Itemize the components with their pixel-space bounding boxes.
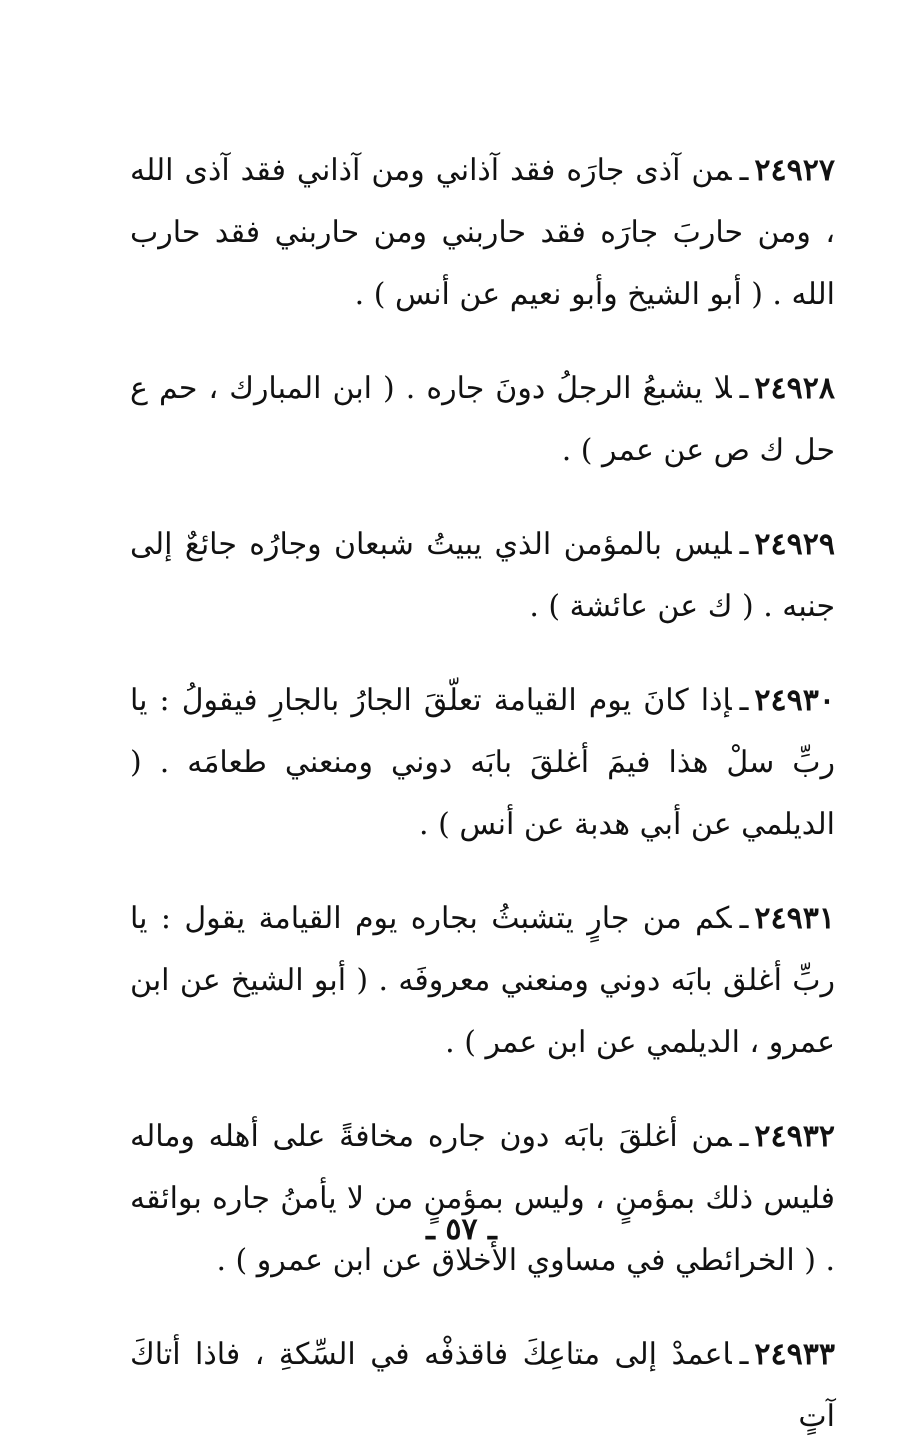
hadith-number: ٢٤٩٣١ [754, 901, 835, 936]
page-number: ـ ٥٧ ـ [426, 1212, 497, 1247]
hadith-entry [130, 1324, 835, 1448]
dash-separator: ـ [739, 153, 749, 188]
hadith-number: ٢٤٩٣٢ [754, 1119, 835, 1154]
hadith-entry [130, 358, 835, 482]
hadith-text: إذا كانَ يوم القيامة تعلّقَ الجارُ بالجارِ فيقولُ : يا ربِّ سلْ هذا فيمَ أغلقَ بابَه دوني ومنعني طعامَه . ( الديلمي عن أبي هدبة عن أنس ) . [130, 683, 835, 842]
hadith-list [130, 140, 835, 1448]
hadith-entry [130, 514, 835, 638]
hadith-text: لا يشبعُ الرجلُ دونَ جاره . ( ابن المبارك ، حم ع حل ك ص عن عمر ) . [130, 371, 835, 468]
hadith-entry [130, 1106, 835, 1292]
hadith-entry [130, 670, 835, 856]
hadith-text: من أغلقَ بابَه دون جاره مخافةً على أهله وماله فليس ذلك بمؤمنٍ ، وليس بمؤمنٍ من لا يأمنُ جاره بوائقه . ( الخرائطي في مساوي الأخلاق عن ابن عمرو ) . [130, 1119, 835, 1278]
dash-separator: ـ [739, 683, 749, 718]
hadith-number: ٢٤٩٢٧ [754, 153, 835, 188]
hadith-text: ليس بالمؤمن الذي يبيتُ شبعان وجارُه جائعٌ إلى جنبه . ( ك عن عائشة ) . [130, 527, 835, 624]
hadith-number: ٢٤٩٣٠ [754, 683, 835, 718]
hadith-number: ٢٤٩٢٩ [754, 527, 835, 562]
hadith-number: ٢٤٩٢٨ [754, 371, 835, 406]
dash-separator: ـ [739, 371, 749, 406]
dash-separator: ـ [739, 901, 749, 936]
dash-separator: ـ [739, 1337, 749, 1372]
hadith-text: اعمدْ إلى متاعِكَ فاقذفْه في السِّكةِ ، فاذا أتاكَ آتٍ [130, 1337, 835, 1434]
hadith-number: ٢٤٩٣٣ [754, 1337, 835, 1372]
dash-separator: ـ [739, 527, 749, 562]
hadith-entry [130, 888, 835, 1074]
hadith-entry [130, 140, 835, 326]
hadith-text: كم من جارٍ يتشبثُ بجاره يوم القيامة يقول : يا ربِّ أغلق بابَه دوني ومنعني معروفَه . ( أبو الشيخ عن ابن عمرو ، الديلمي عن ابن عمر ) . [130, 901, 835, 1060]
hadith-text: من آذى جارَه فقد آذاني ومن آذاني فقد آذى الله ، ومن حاربَ جارَه فقد حاربني ومن حاربني فقد حارب الله . ( أبو الشيخ وأبو نعيم عن أنس ) . [130, 153, 835, 312]
dash-separator: ـ [739, 1119, 749, 1154]
